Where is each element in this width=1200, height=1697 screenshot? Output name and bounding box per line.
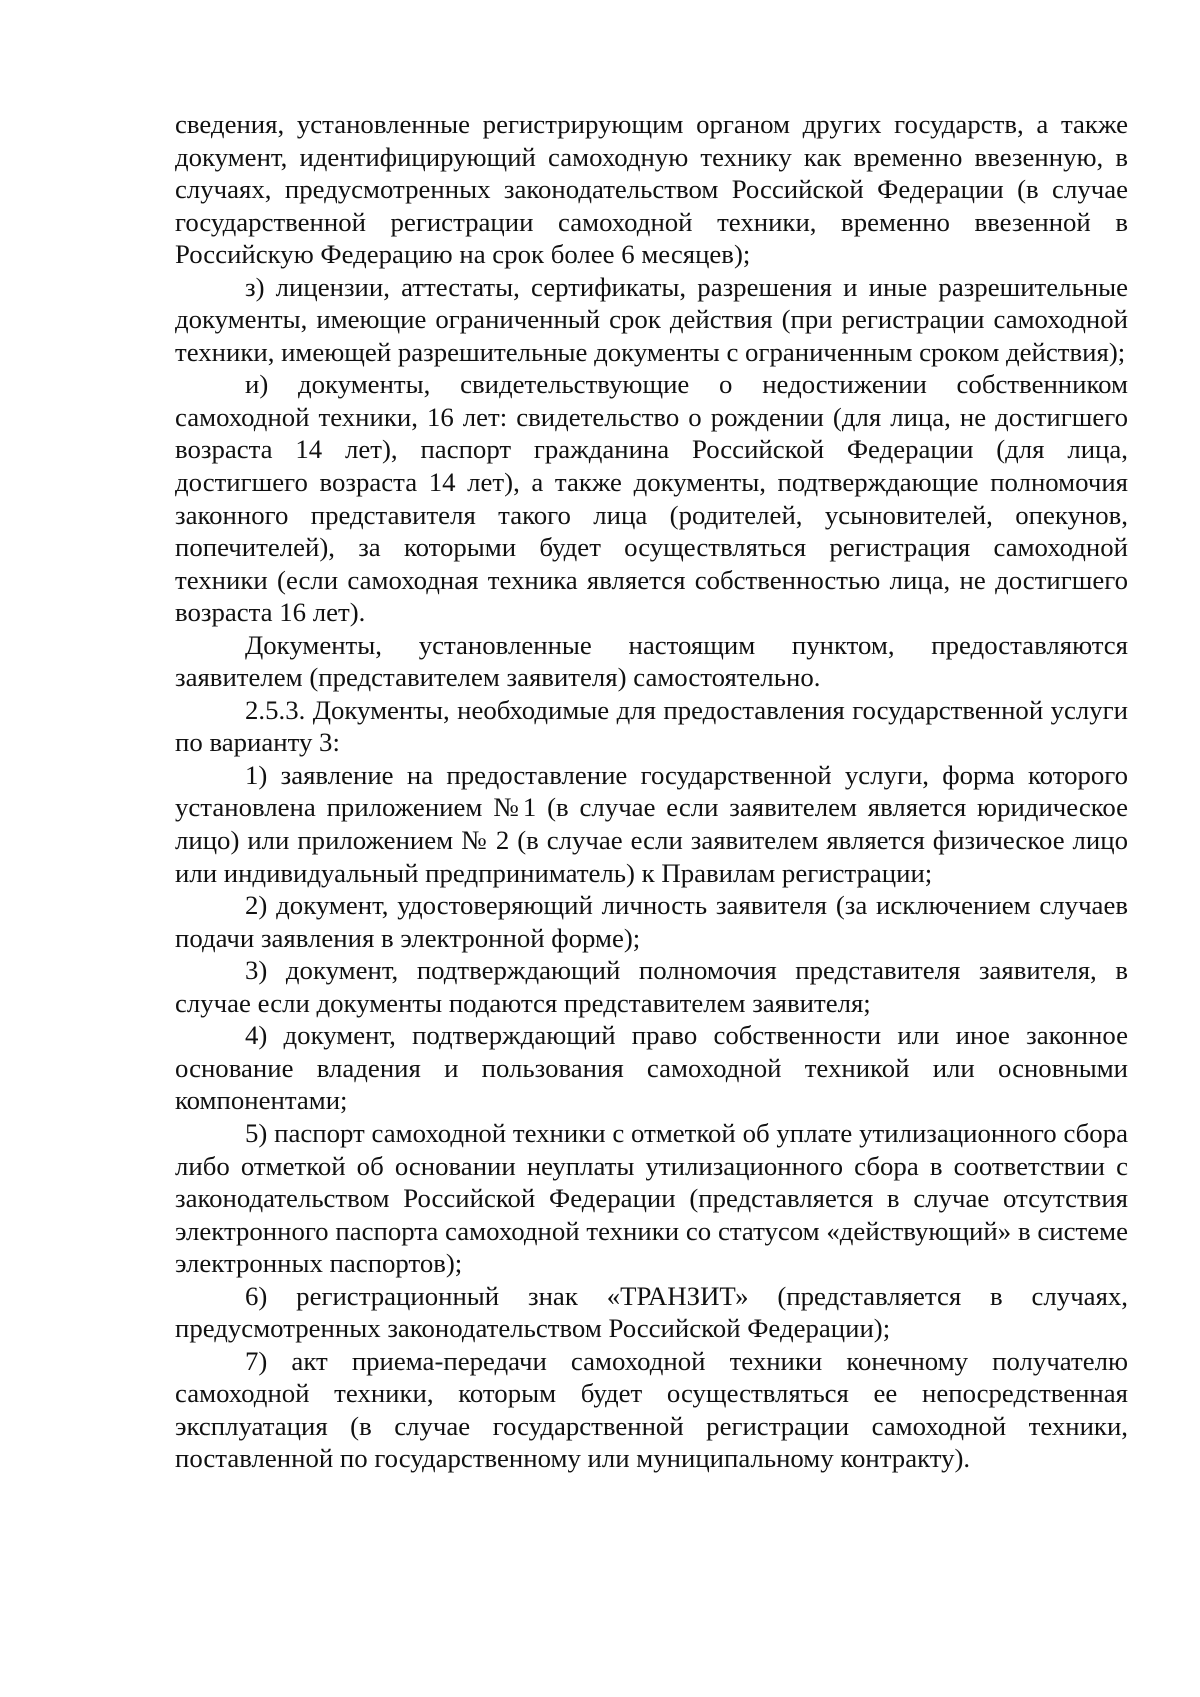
paragraph-item-6-transit-sign: 6) регистрационный знак «ТРАНЗИТ» (представляется в случаях, предусмотренных законодательством Российской Федерации); bbox=[175, 1280, 1128, 1344]
paragraph-continuation-sveden: сведения, установленные регистрирующим органом других государств, а также документ, идентифицирующий самоходную технику как временно ввезенную, в случаях, предусмотренных законодательством Российской Федерации (в случае государственной регистрации самоходной техники, временно ввезенной в Российскую Федерацию на срок более 6 месяцев); bbox=[175, 109, 1128, 270]
paragraph-item-i-age-documents: и) документы, свидетельствующие о недостижении собственником самоходной техники, 16 лет: свидетельство о рождении (для лица, не достигшего возраста 14 лет), паспорт гражданина Российской Федерации (для лица, достигшего возраста 14 лет), а также документы, подтверждающие полномочия законного представителя такого лица (родителей, усыновителей, опекунов, попечителей), за которыми будет осуществляться регистрация самоходной техники (если самоходная техника является собственностью лица, не достигшего возраста 16 лет). bbox=[175, 369, 1128, 628]
paragraph-section-2-5-3: 2.5.3. Документы, необходимые для предоставления государственной услуги по варианту 3: bbox=[175, 694, 1128, 758]
paragraph-item-z-licenses: з) лицензии, аттестаты, сертификаты, разрешения и иные разрешительные документы, имеющие ограниченный срок действия (при регистрации самоходной техники, имеющей разрешительные документы с ограниченным сроком действия); bbox=[175, 271, 1128, 367]
document-page bbox=[175, 108, 1128, 1475]
paragraph-documents-self-provided: Документы, установленные настоящим пунктом, предоставляются заявителем (представителем заявителя) самостоятельно. bbox=[175, 629, 1128, 693]
paragraph-item-3-authority: 3) документ, подтверждающий полномочия представителя заявителя, в случае если документы подаются представителем заявителя; bbox=[175, 955, 1128, 1018]
paragraph-item-7-transfer-act: 7) акт приема-передачи самоходной техники конечному получателю самоходной техники, которым будет осуществляться ее непосредственная эксплуатация (в случае государственной регистрации самоходной техники, поставленной по государственному или муниципальному контракту). bbox=[175, 1345, 1128, 1474]
paragraph-item-2-identity: 2) документ, удостоверяющий личность заявителя (за исключением случаев подачи заявления в электронной форме); bbox=[175, 890, 1128, 953]
paragraph-item-1-application: 1) заявление на предоставление государственной услуги, форма которого установлена приложением №1 (в случае если заявителем является юридическое лицо) или приложением № 2 (в случае если заявителем является физическое лицо или индивидуальный предприниматель) к Правилам регистрации; bbox=[175, 759, 1128, 888]
paragraph-item-5-passport: 5) паспорт самоходной техники с отметкой об уплате утилизационного сбора либо отметкой об основании неуплаты утилизационного сбора в соответствии с законодательством Российской Федерации (представляется в случае отсутствия электронного паспорта самоходной техники со статусом «действующий» в системе электронных паспортов); bbox=[175, 1117, 1128, 1279]
paragraph-item-4-ownership: 4) документ, подтверждающий право собственности или иное законное основание владения и пользования самоходной техникой или основными компонентами; bbox=[175, 1020, 1128, 1116]
